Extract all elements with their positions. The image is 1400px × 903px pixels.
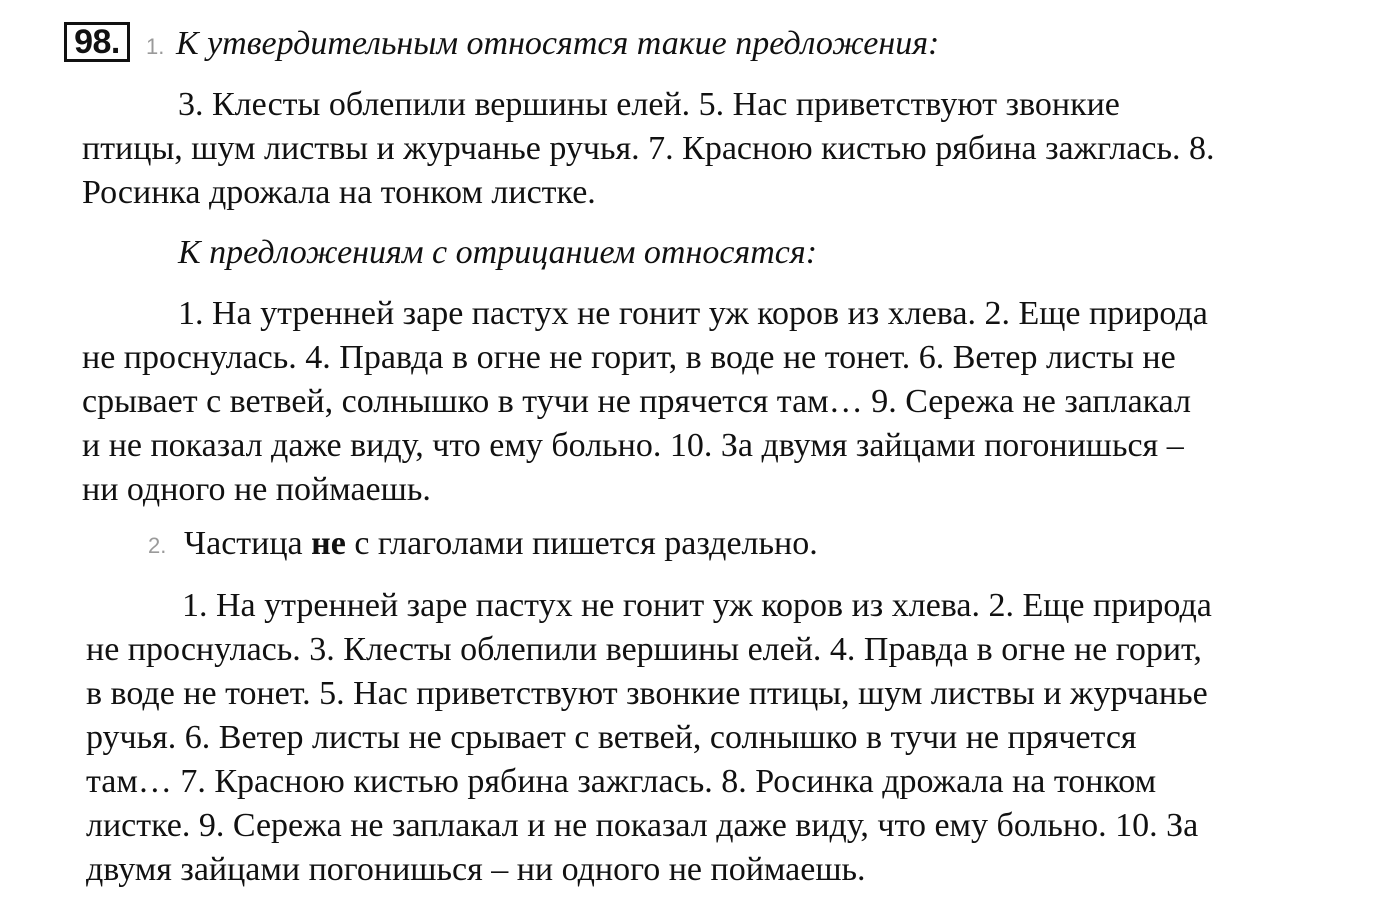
section3-paragraph: [86, 584, 1212, 892]
section3-line: двумя зайцами погонишься – ни одного не поймаешь.: [86, 851, 866, 888]
section2-line: не проснулась. 4. Правда в огне не горит, в воде не тонет. 6. Ветер листы не: [82, 339, 1176, 376]
section2-heading: К предложениям с отрицанием относятся:: [178, 234, 818, 271]
exercise-number: 98.: [64, 22, 130, 62]
section2-line: 1. На утренней заре пастух не гонит уж коров из хлева. 2. Еще природа: [178, 295, 1208, 332]
part1-marker: 1.: [146, 34, 165, 59]
section2-line: срывает с ветвей, солнышко в тучи не прячется там… 9. Сережа не заплакал: [82, 383, 1192, 420]
section3-line: в воде не тонет. 5. Нас приветствуют звонкие птицы, шум листвы и журчанье: [86, 675, 1208, 712]
section3-line: там… 7. Красною кистью рябина зажглась. 8. Росинка дрожала на тонком: [86, 763, 1157, 800]
part2-marker: 2.: [148, 533, 167, 558]
section2-paragraph: [82, 292, 1208, 512]
section3-line: ручья. 6. Ветер листы не срывает с ветвей, солнышко в тучи не прячется: [86, 719, 1137, 756]
section3-line: не проснулась. 3. Клесты облепили вершины елей. 4. Правда в огне не горит,: [86, 631, 1202, 668]
section1-line: 3. Клесты облепили вершины елей. 5. Нас приветствуют звонкие: [178, 86, 1120, 123]
rule-text-before: Частица: [184, 525, 303, 562]
section2-line: и не показал даже виду, что ему больно. 10. За двумя зайцами погонишься –: [82, 427, 1184, 464]
section3-rule: [184, 524, 818, 564]
section1-heading: К утвердительным относятся такие предложения:: [176, 25, 940, 62]
rule-text-after: с глаголами пишется раздельно.: [354, 525, 818, 562]
section3-line: 1. На утренней заре пастух не гонит уж коров из хлева. 2. Еще природа: [182, 587, 1212, 624]
section1-paragraph: [82, 83, 1215, 215]
section2-line: ни одного не поймаешь.: [82, 471, 431, 508]
section3-line: листке. 9. Сережа не заплакал и не показал даже виду, что ему больно. 10. За: [86, 807, 1199, 844]
section1-line: Росинка дрожала на тонком листке.: [82, 174, 596, 211]
section1-line: птицы, шум листвы и журчанье ручья. 7. Красною кистью рябина зажглась. 8.: [82, 130, 1215, 167]
rule-text-bold: не: [311, 525, 346, 562]
